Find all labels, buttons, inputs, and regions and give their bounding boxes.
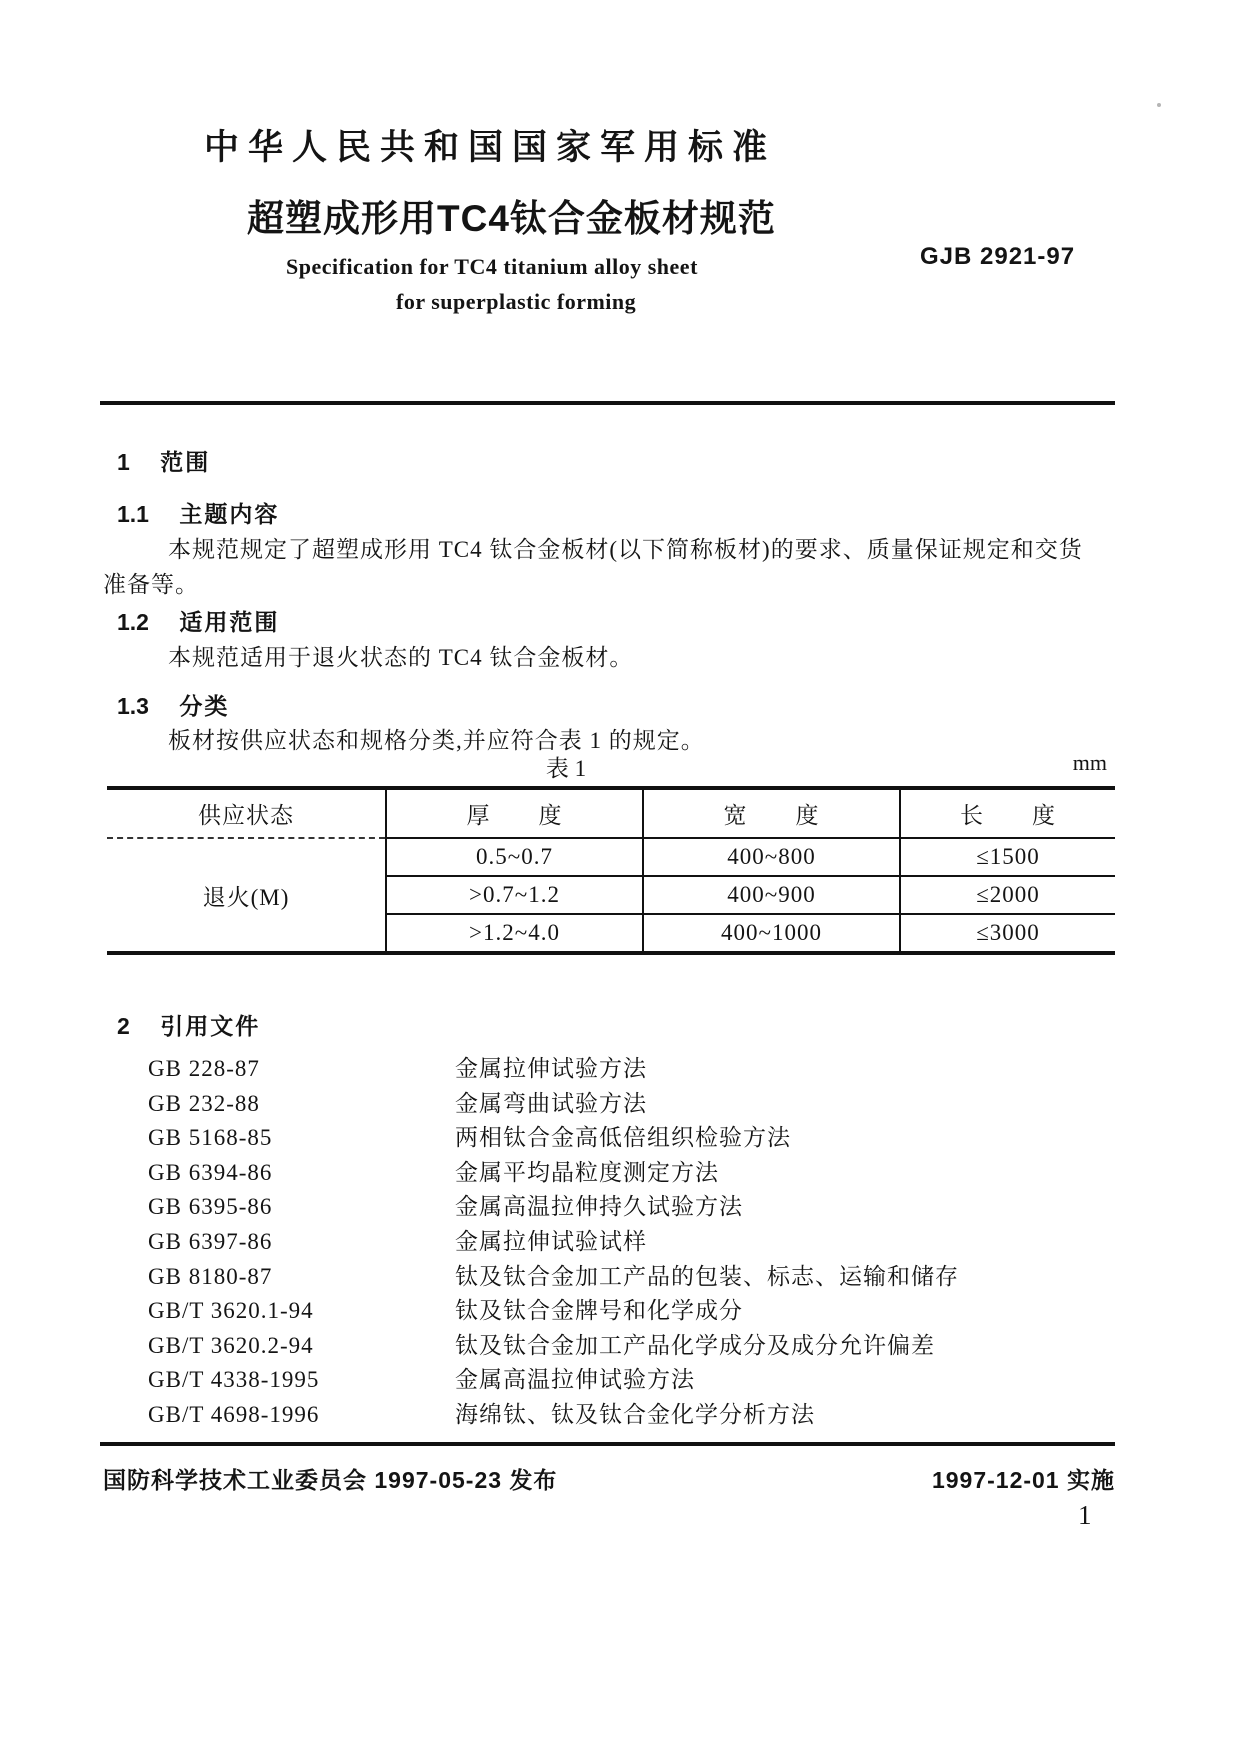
table1-caption-row (107, 750, 1115, 781)
table1-supply-state-value: 退火(M) (202, 884, 290, 910)
reference-code: GB/T 4698-1996 (148, 1401, 320, 1427)
footer-release: 国防科学技术工业委员会 1997-05-23 发布 (103, 1467, 558, 1493)
standard-number: GJB 2921-97 (920, 243, 1076, 270)
table1-cell-thickness-2: >0.7~1.2 (386, 876, 643, 914)
table1-header-thickness: 厚 度 (386, 788, 643, 838)
section-1-2-number: 1.2 (117, 609, 149, 635)
scan-speck (1157, 103, 1161, 107)
standard-type-heading: 中华人民共和国国家军用标准 (204, 128, 777, 167)
table1-caption: 表 1 (545, 756, 587, 781)
table1 (107, 786, 1115, 955)
table1-cell-length-1: ≤1500 (900, 838, 1115, 876)
reference-title: 海绵钛、钛及钛合金化学分析方法 (455, 1401, 815, 1427)
title-divider-rule (100, 401, 1115, 405)
reference-code: GB 232-88 (148, 1090, 260, 1116)
reference-title: 金属拉伸试验方法 (455, 1056, 647, 1081)
section-1-1-number: 1.1 (117, 501, 149, 527)
table1-header-length: 长 度 (900, 788, 1115, 838)
reference-row (148, 1294, 959, 1329)
table1-cell-length-3: ≤3000 (900, 914, 1115, 953)
table1-cell-length-2: ≤2000 (900, 876, 1115, 914)
document-title-cn: 超塑成形用TC4钛合金板材规范 (247, 198, 776, 239)
table1-header-width: 宽 度 (643, 788, 900, 838)
reference-row (148, 1190, 959, 1225)
section-1-title: 范围 (160, 449, 211, 475)
document-title-en-line1: Specification for TC4 titanium alloy sheet (286, 254, 698, 279)
section-1-number: 1 (117, 449, 130, 475)
reference-title: 金属拉伸试验试样 (455, 1228, 647, 1254)
reference-code: GB/T 3620.2-94 (148, 1332, 314, 1358)
reference-title: 钛及钛合金加工产品的包装、标志、运输和储存 (455, 1263, 959, 1289)
reference-code: GB 8180-87 (148, 1263, 273, 1289)
footer-divider-rule (100, 1442, 1115, 1446)
reference-title: 金属平均晶粒度测定方法 (455, 1159, 719, 1185)
footer-implementation: 1997-12-01 实施 (931, 1467, 1115, 1493)
reference-title: 金属弯曲试验方法 (455, 1090, 647, 1116)
reference-code: GB/T 4338-1995 (148, 1367, 320, 1393)
reference-code: GB/T 3620.1-94 (148, 1298, 314, 1324)
reference-row (148, 1260, 959, 1295)
table1-cell-width-1: 400~800 (643, 838, 900, 876)
table1-cell-thickness-1: 0.5~0.7 (386, 838, 643, 876)
section-1-1-body-line1: 本规范规定了超塑成形用 TC4 钛合金板材(以下简称板材)的要求、质量保证规定和交货 (168, 537, 1083, 562)
references-list (148, 1052, 959, 1433)
section-1-3-number: 1.3 (117, 693, 149, 719)
section-2-number: 2 (117, 1013, 130, 1039)
reference-row (148, 1121, 959, 1156)
reference-title: 金属高温拉伸试验方法 (455, 1367, 695, 1393)
reference-row (148, 1156, 959, 1191)
section-1-3-title: 分类 (179, 693, 230, 719)
section-1-2-title: 适用范围 (179, 609, 280, 635)
section-1-1-body-line2: 准备等。 (103, 572, 199, 597)
table1-header-supply-state: 供应状态 (107, 788, 386, 838)
page-number: 1 (1078, 1500, 1092, 1530)
table1-unit: mm (1072, 750, 1107, 775)
reference-code: GB 228-87 (148, 1056, 260, 1081)
reference-code: GB 6397-86 (148, 1228, 273, 1254)
table1-cell-width-2: 400~900 (643, 876, 900, 914)
section-1-2-body: 本规范适用于退火状态的 TC4 钛合金板材。 (168, 645, 634, 670)
section-1-1-heading (117, 496, 279, 529)
section-2-title: 引用文件 (160, 1013, 261, 1039)
reference-row (148, 1225, 959, 1260)
reference-row (148, 1052, 959, 1087)
table1-cell-width-3: 400~1000 (643, 914, 900, 953)
section-1-3-body: 板材按供应状态和规格分类,并应符合表 1 的规定。 (168, 728, 705, 753)
section-1-heading (117, 444, 210, 477)
reference-code: GB 6394-86 (148, 1159, 273, 1185)
reference-row (148, 1398, 959, 1433)
table1-cell-thickness-3: >1.2~4.0 (386, 914, 643, 953)
reference-code: GB 6395-86 (148, 1194, 273, 1220)
section-1-2-heading (117, 604, 279, 637)
section-1-1-title: 主题内容 (179, 501, 280, 527)
reference-code: GB 5168-85 (148, 1125, 273, 1151)
reference-title: 金属高温拉伸持久试验方法 (455, 1194, 743, 1220)
reference-title: 钛及钛合金牌号和化学成分 (455, 1298, 743, 1324)
reference-row (148, 1087, 959, 1122)
table1-header-row (107, 788, 1115, 838)
reference-row (148, 1363, 959, 1398)
reference-title: 两相钛合金高低倍组织检验方法 (455, 1125, 791, 1151)
reference-title: 钛及钛合金加工产品化学成分及成分允许偏差 (455, 1332, 935, 1358)
section-1-3-heading (117, 688, 229, 721)
reference-row (148, 1329, 959, 1364)
table1-row-1 (107, 838, 1115, 876)
document-title-en-line2: for superplastic forming (396, 289, 637, 314)
section-2-heading (117, 1008, 260, 1041)
